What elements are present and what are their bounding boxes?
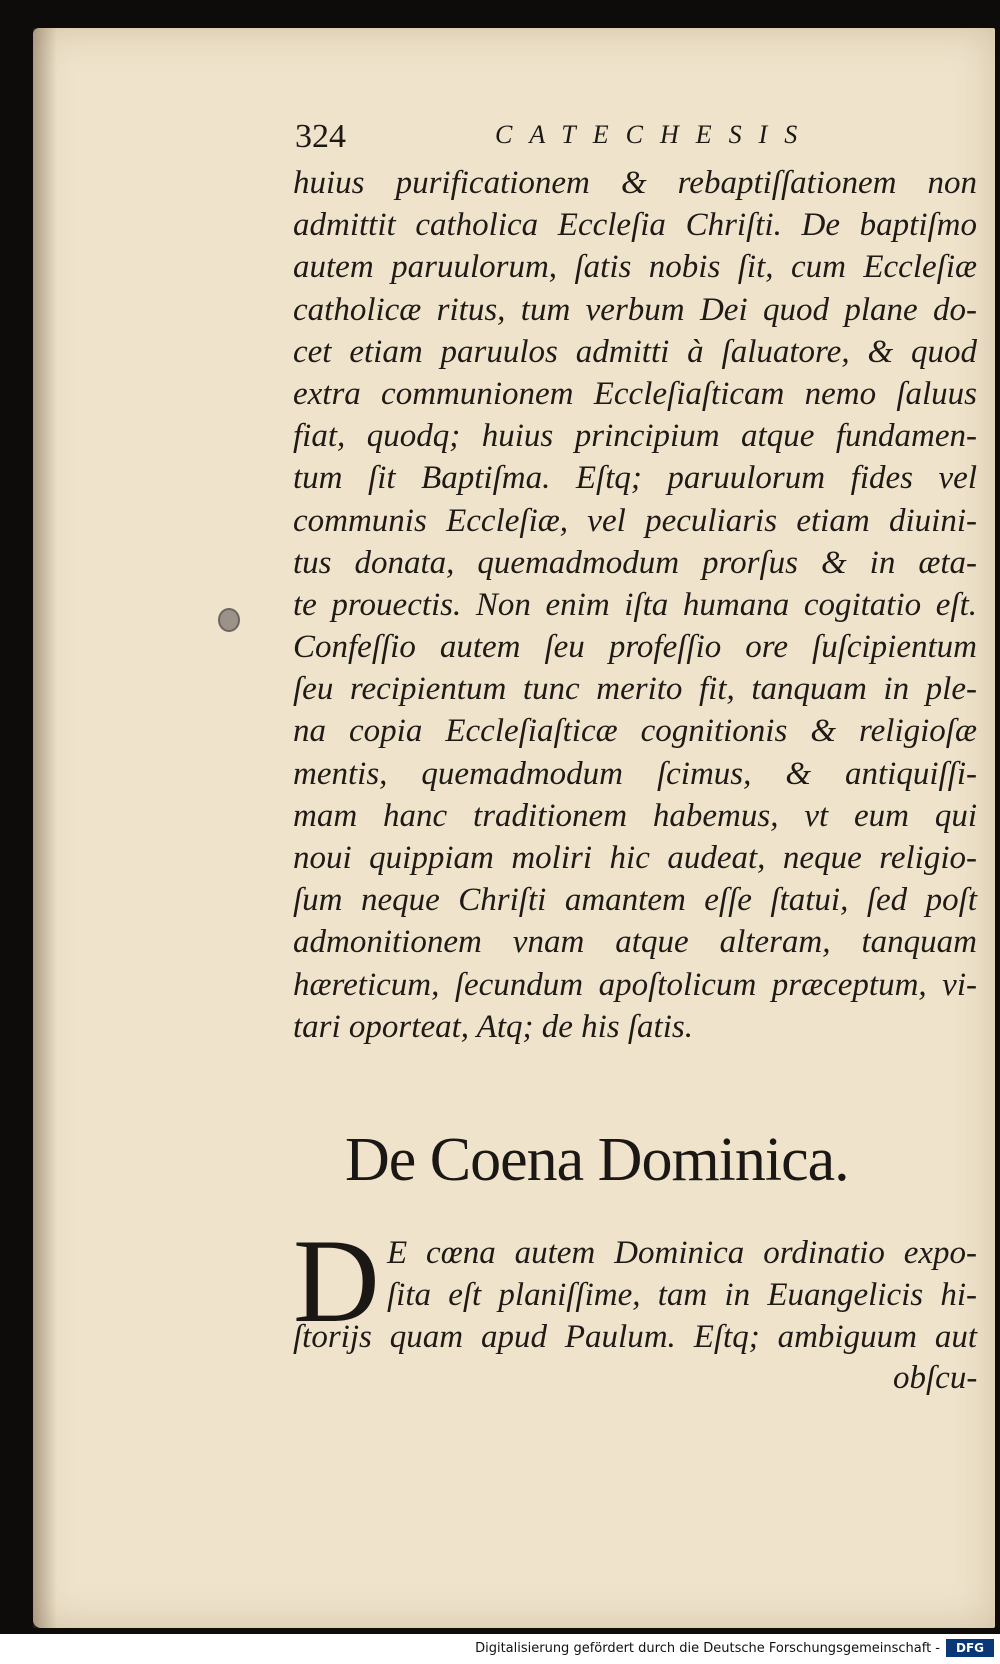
text-line: ſeu recipientum tunc merito fit, tanquam in ple- xyxy=(293,671,977,708)
body-text xyxy=(293,162,977,1048)
text-line: ſtorijs quam apud Paulum. Eſtq; ambiguum aut xyxy=(293,1319,977,1355)
drop-cap: D xyxy=(293,1214,380,1347)
text-line: te prouectis. Non enim iſta humana cogitatio eſt. xyxy=(293,586,977,623)
text-line: mentis, quemadmodum ſcimus, & antiquiſſi- xyxy=(293,755,977,792)
text-line: tari oporteat, Atq; de his ſatis. xyxy=(293,1008,693,1045)
text-line: communis Eccleſiæ, vel peculiaris etiam diuini- xyxy=(293,502,977,539)
text-line: E cœna autem Dominica ordinatio expo- xyxy=(387,1235,977,1271)
text-line: cet etiam paruulos admitti à ſaluatore, & quod xyxy=(293,333,977,370)
text-line: tum ſit Baptiſma. Eſtq; paruulorum fides vel xyxy=(293,460,977,497)
funding-credit: Digitalisierung gefördert durch die Deutsche Forschungsgemeinschaft - xyxy=(475,1641,940,1656)
text-line: Confeſſio autem ſeu profeſſio ore ſuſcipientum xyxy=(293,629,977,666)
footer-bar xyxy=(0,1634,1000,1664)
text-line: tus donata, quemadmodum prorſus & in æta- xyxy=(293,544,977,581)
running-head: CATECHESIS xyxy=(495,120,815,149)
text-line: ſita eſt planiſſime, tam in Euangelicis hi- xyxy=(387,1277,977,1314)
catchword: obſcu- xyxy=(893,1360,978,1396)
page-number: 324 xyxy=(295,118,346,155)
text-line: na copia Eccleſiaſticæ cognitionis & religioſæ xyxy=(293,713,977,750)
text-line: mam hanc traditionem habemus, vt eum qui xyxy=(293,797,977,834)
page-gutter-shadow xyxy=(33,28,57,1628)
binding-hole-mark xyxy=(218,608,240,632)
text-line: autem paruulorum, ſatis nobis ſit, cum Eccleſiæ xyxy=(293,249,977,286)
text-line: ſum neque Chriſti amantem eſſe ſtatui, ſed poſt xyxy=(293,882,977,919)
section-text xyxy=(293,1316,977,1358)
text-line: catholicæ ritus, tum verbum Dei quod plane do- xyxy=(293,291,977,328)
section-text-beside-dropcap xyxy=(387,1232,977,1316)
text-line: extra communionem Eccleſiaſticam nemo ſaluus xyxy=(293,375,977,412)
text-line: admittit catholica Eccleſia Chriſti. De baptiſmo xyxy=(293,207,977,244)
text-line: huius purificationem & rebaptiſſationem non xyxy=(293,165,977,201)
text-line: admonitionem vnam atque alteram, tanquam xyxy=(293,924,977,961)
section-heading: De Coena Dominica. xyxy=(345,1126,849,1194)
page-header xyxy=(295,118,865,158)
text-line: fiat, quodq; huius principium atque fundamen- xyxy=(293,418,977,455)
dfg-logo-badge: DFG xyxy=(946,1639,994,1657)
text-line: noui quippiam moliri hic audeat, neque religio- xyxy=(293,840,977,876)
text-line: hæreticum, ſecundum apoſtolicum præceptum, vi- xyxy=(293,966,977,1003)
